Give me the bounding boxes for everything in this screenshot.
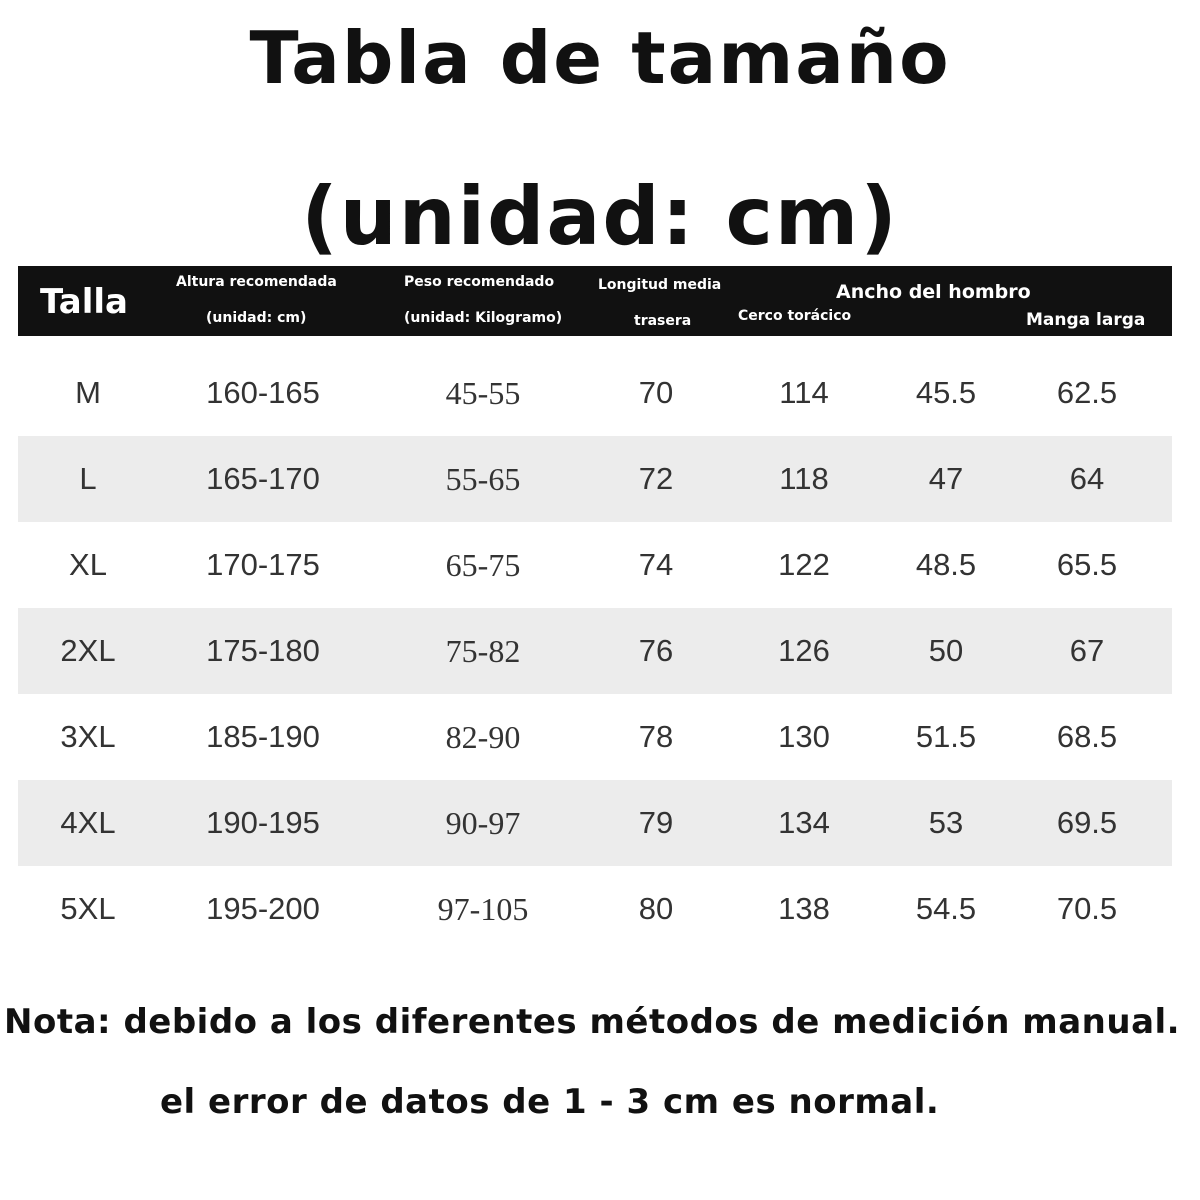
table-row: [18, 866, 1172, 952]
cell-talla: 4XL: [60, 805, 116, 840]
table-row: [18, 694, 1172, 780]
cell-peso: 97-105: [437, 891, 529, 927]
cell-altura: 170-175: [206, 547, 320, 582]
header-cerco: Cerco torácico: [738, 308, 852, 324]
page-title: Tabla de tamaño: [249, 16, 951, 100]
cell-longitud: 74: [638, 547, 674, 582]
measurement-note-error: el error de datos de 1 - 3 cm es normal.: [160, 1082, 940, 1122]
cell-ancho: 51.5: [915, 719, 977, 754]
cell-ancho: 48.5: [915, 547, 977, 582]
table-row: [18, 350, 1172, 436]
cell-longitud: 72: [638, 461, 674, 496]
cell-altura: 185-190: [206, 719, 320, 754]
cell-longitud: 70: [638, 375, 674, 410]
cell-altura: 195-200: [206, 891, 320, 926]
cell-cerco: 130: [778, 719, 830, 754]
cell-ancho: 47: [928, 461, 964, 496]
cell-longitud: 76: [638, 633, 674, 668]
cell-altura: 160-165: [206, 375, 320, 410]
header-peso-unit: (unidad: Kilogramo): [404, 310, 563, 326]
cell-peso: 75-82: [445, 633, 521, 669]
cell-talla: 5XL: [60, 891, 116, 926]
table-row: [18, 780, 1172, 866]
cell-peso: 55-65: [445, 461, 521, 497]
cell-talla: L: [79, 461, 97, 496]
cell-manga: 62.5: [1056, 375, 1118, 410]
table-row: [18, 436, 1172, 522]
cell-ancho: 50: [928, 633, 964, 668]
cell-manga: 67: [1069, 633, 1105, 668]
cell-cerco: 138: [778, 891, 830, 926]
cell-ancho: 53: [928, 805, 964, 840]
cell-altura: 165-170: [206, 461, 320, 496]
page-subtitle: (unidad: cm): [301, 170, 899, 263]
cell-cerco: 122: [778, 547, 830, 582]
header-altura: Altura recomendada: [176, 274, 337, 290]
cell-cerco: 134: [778, 805, 830, 840]
header-longitud: Longitud media: [598, 277, 722, 293]
header-ancho: Ancho del hombro: [836, 281, 1031, 303]
header-altura-unit: (unidad: cm): [206, 310, 307, 326]
size-table: [18, 266, 1172, 952]
header-manga: Manga larga: [1026, 310, 1146, 330]
cell-peso: 82-90: [445, 719, 521, 755]
cell-talla: 2XL: [60, 633, 116, 668]
cell-manga: 65.5: [1056, 547, 1118, 582]
cell-manga: 70.5: [1056, 891, 1118, 926]
cell-ancho: 45.5: [915, 375, 977, 410]
cell-manga: 69.5: [1056, 805, 1118, 840]
cell-manga: 64: [1069, 461, 1105, 496]
measurement-note: Nota: debido a los diferentes métodos de medición manual.: [4, 1002, 1181, 1042]
table-header: [18, 266, 1172, 336]
cell-cerco: 118: [779, 461, 829, 496]
header-peso: Peso recomendado: [404, 274, 555, 290]
cell-cerco: 126: [778, 633, 830, 668]
cell-manga: 68.5: [1056, 719, 1118, 754]
cell-peso: 45-55: [445, 375, 521, 411]
cell-longitud: 78: [638, 719, 674, 754]
header-longitud-sub: trasera: [634, 313, 692, 329]
cell-longitud: 80: [638, 891, 674, 926]
cell-altura: 175-180: [206, 633, 320, 668]
cell-talla: 3XL: [60, 719, 116, 754]
cell-longitud: 79: [638, 805, 674, 840]
cell-peso: 65-75: [445, 547, 521, 583]
cell-talla: M: [75, 375, 101, 410]
cell-altura: 190-195: [206, 805, 320, 840]
table-row: [18, 608, 1172, 694]
header-talla: Talla: [40, 282, 129, 322]
cell-cerco: 114: [779, 375, 829, 410]
table-row: [18, 522, 1172, 608]
cell-ancho: 54.5: [915, 891, 977, 926]
cell-peso: 90-97: [445, 805, 521, 841]
cell-talla: XL: [69, 547, 107, 582]
